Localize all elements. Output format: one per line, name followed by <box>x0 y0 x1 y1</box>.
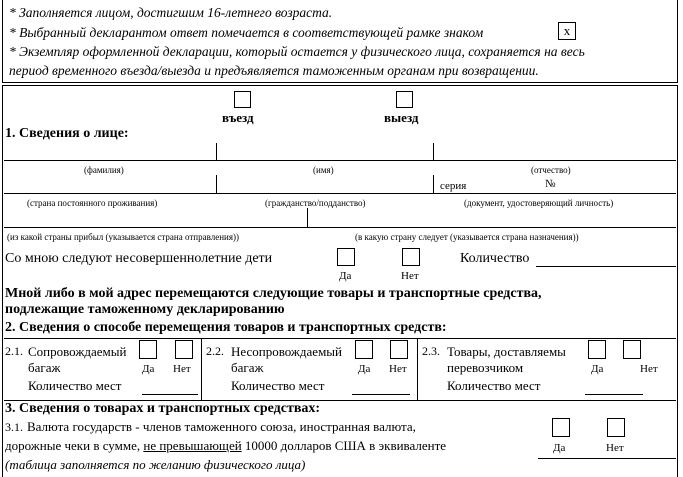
note-age: * Заполняется лицом, достигшим 16-летнего возраста. <box>9 5 333 20</box>
item23-num: 2.3. <box>422 344 440 358</box>
series-label: серия <box>440 180 467 192</box>
section2-title-rule <box>4 338 676 339</box>
divider-5 <box>307 208 308 227</box>
item21-line1: Сопровождаемый <box>28 344 127 359</box>
section1-title: 1. Сведения о лице: <box>5 126 129 141</box>
item23-line1: Товары, доставляемы <box>447 344 566 359</box>
goods-statement-2: подлежащие таможенному декларированию <box>5 302 285 317</box>
minors-yes-checkbox[interactable] <box>337 248 355 266</box>
goods-statement-1: Мной либо в мой адрес перемещаются следующие товары и транспортные средства, <box>5 286 542 301</box>
item31-no-label: Нет <box>606 442 624 454</box>
quantity-line[interactable] <box>536 266 676 267</box>
residence-line <box>4 193 676 194</box>
section2-col-divider-2 <box>417 338 418 400</box>
note-copy: * Экземпляр оформленной декларации, который остается у физического лица, сохраняется на весь <box>9 44 585 59</box>
item21-yes-label: Да <box>142 363 155 375</box>
item21-no-checkbox[interactable] <box>175 340 193 359</box>
item31-line2a: дорожные чеки в сумме, <box>5 438 141 453</box>
item23-places-line[interactable] <box>585 394 643 395</box>
arrived-from-caption: (из какой страны прибыл (указывается страна отправления)) <box>7 232 239 242</box>
section3-answer-rule <box>538 458 676 459</box>
number-label: № <box>545 178 556 190</box>
divider-2 <box>433 143 434 160</box>
minors-no-checkbox[interactable] <box>402 248 420 266</box>
citizenship-caption: (гражданство/подданство) <box>265 198 366 208</box>
patronymic-caption: (отчество) <box>531 165 571 175</box>
route-line <box>4 227 676 228</box>
section3-title: 3. Сведения о товарах и транспортных средствах: <box>5 401 321 416</box>
item22-places: Количество мест <box>231 378 325 393</box>
mark-example-box <box>558 22 576 40</box>
going-to-caption: (в какую страну следует (указывается страна назначения)) <box>355 232 579 242</box>
item23-yes-label: Да <box>591 363 604 375</box>
quantity-label: Количество <box>460 251 530 266</box>
name-caption: (имя) <box>313 165 334 175</box>
item31-line1: Валюта государств - членов таможенного союза, иностранная валюта, <box>27 419 416 434</box>
item22-yes-label: Да <box>358 363 371 375</box>
surname-line <box>4 160 676 161</box>
divider-3 <box>216 175 217 193</box>
minors-no-label: Нет <box>401 270 419 282</box>
item31-line2c: 10000 долларов США в эквиваленте <box>244 438 447 453</box>
entry-checkbox[interactable] <box>234 91 251 108</box>
item31-num: 3.1. <box>5 420 23 434</box>
minors-yes-label: Да <box>339 270 352 282</box>
section3-note: (таблица заполняется по желанию физического лица) <box>5 457 306 472</box>
item23-no-checkbox[interactable] <box>623 340 641 359</box>
item23-no-label: Нет <box>640 363 658 375</box>
item21-places-line[interactable] <box>142 394 198 395</box>
form-top-border <box>2 85 678 86</box>
divider-4 <box>433 175 434 193</box>
item31-yes-label: Да <box>553 442 566 454</box>
surname-caption: (фамилия) <box>84 165 124 175</box>
item23-yes-checkbox[interactable] <box>588 340 606 359</box>
item31-yes-checkbox[interactable] <box>552 418 570 437</box>
item31-line2 <box>5 438 446 454</box>
note-copy-cont: период временного въезда/выезда и предъявляется таможенным органам при возвращении. <box>9 63 539 78</box>
section2-col-divider-1 <box>201 338 202 400</box>
divider-1 <box>216 143 217 160</box>
item22-num: 2.2. <box>206 344 224 358</box>
item21-line2: багаж <box>28 360 61 375</box>
entry-label: въезд <box>222 110 254 125</box>
item21-num: 2.1. <box>5 344 23 358</box>
residence-caption: (страна постоянного проживания) <box>27 198 158 208</box>
section2-title: 2. Сведения о способе перемещения товаров и транспортных средств: <box>5 320 447 335</box>
id-doc-caption: (документ, удостоверяющий личность) <box>464 198 614 208</box>
item22-line2: багаж <box>231 360 264 375</box>
item23-line2: перевозчиком <box>447 360 524 375</box>
item22-line1: Несопровождаемый <box>231 344 342 359</box>
item21-no-label: Нет <box>173 363 191 375</box>
mark-example: x <box>563 23 571 38</box>
note-mark: * Выбранный декларантом ответ помечается в соответствующей рамке знаком <box>9 25 484 40</box>
item31-line2b: не превышающей <box>143 438 242 453</box>
item22-no-checkbox[interactable] <box>390 340 408 359</box>
item31-no-checkbox[interactable] <box>607 418 625 437</box>
item22-places-line[interactable] <box>352 394 410 395</box>
item23-places: Количество мест <box>447 378 541 393</box>
item22-no-label: Нет <box>389 363 407 375</box>
item21-places: Количество мест <box>28 378 122 393</box>
exit-checkbox[interactable] <box>396 91 413 108</box>
item22-yes-checkbox[interactable] <box>355 340 373 359</box>
exit-label: выезд <box>384 110 419 125</box>
minors-label: Со мною следуют несовершеннолетние дети <box>5 251 273 266</box>
item21-yes-checkbox[interactable] <box>139 340 157 359</box>
